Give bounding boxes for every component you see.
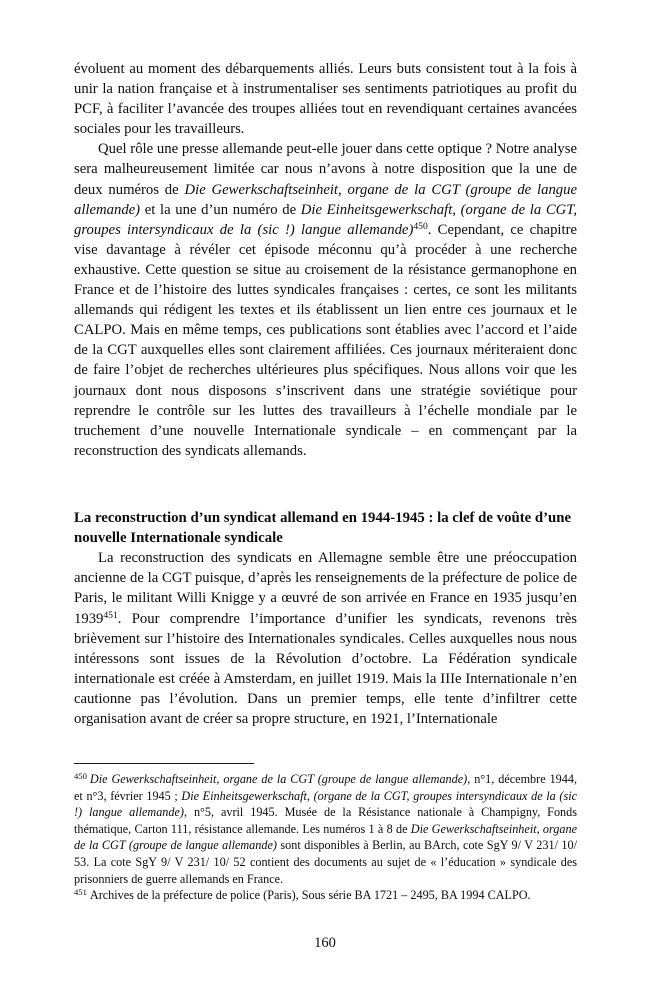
footnote-number: 450 [74, 770, 87, 781]
heading-spacer [74, 461, 577, 508]
footnote-entry: $^{450}$ Die Gewerkschaftseinheit, organe de la CGT (groupe de langue allemande), n°1, décembre 1944, et n°3, février 1945 ; Die Einheitsgewerkschaft, (organe de la CGT, groupes intersyndicaux de la (sic !) langue allemande), n°5, avril 1945. Musée de la Résistance nationale à Champigny, Fonds thématique, Carton 111, résistance allemande. Les numéros 1 à 8 de Die Gewerkschaftseinheit, organe de la CGT (groupe de langue allemande) sont disponibles à Berlin, au BArch, cote SgY 9/ V 231/ 10/ 53. La cote SgY 9/ V 231/ 10/ 52 contient des documents au sujet de « l’éducation » syndicale des prisonniers de guerre allemands en France. [74, 770, 577, 886]
page-number: 160 [314, 935, 336, 951]
section-heading: La reconstruction d’un syndicat allemand en 1944-1945 : la clef de voûte d’une nouvelle Internationale syndicale [74, 509, 572, 547]
footnote-area [74, 763, 577, 904]
main-text-column [74, 59, 577, 729]
footnote-entry: $^{451}$ Archives de la préfecture de police (Paris), Sous série BA 1721 – 2495, BA 1994 CALPO. [74, 886, 531, 903]
italic-title: Die Einheitsgewerkschaft, (organe de la CGT, groupes intersyndicaux de la (sic !) langue allemande) [74, 788, 577, 820]
italic-title: Die Einheitsgewerkschaft, (organe de la CGT, groupes intersyndicaux de la (sic !) langue allemande) [74, 201, 578, 238]
body-paragraph: La reconstruction des syndicats en Allemagne semble être une préoccupation ancienne de la CGT puisque, d’après les renseignements de la préfecture de police de Paris, le militant Willi Knigge y a œuvré de son arrivée en France en 1935 jusqu’en 1939$^{451}$. Pour comprendre l’importance d’unifier les syndicats, revenons très brièvement sur l’histoire des Internationales syndicales. Celles auxquelles nous nous intéressons sont issues de la Révolution d’octobre. La Fédération syndicale internationale est créée à Amsterdam, en juillet 1919. Mais la IIIe Internationale n’en cautionne pas l’évolution. Dans un premier temps, elle tente d’infiltrer cette organisation avant de créer sa propre structure, en 1921, l’Internationale [74, 550, 577, 728]
italic-title: Die Gewerkschaftseinheit, organe de la CGT (groupe de langue allemande) [74, 821, 577, 853]
footnote-separator-rule [74, 763, 254, 764]
body-paragraph: Quel rôle une presse allemande peut-elle jouer dans cette optique ? Notre analyse sera malheureusement limitée car nous n’avons à notre disposition que la une de deux numéros de Die Gewerkschaftseinheit, organe de la CGT (groupe de langue allemande) et la une d’un numéro de Die Einheitsgewerkschaft, (organe de la CGT, groupes intersyndicaux de la (sic !) langue allemande)$^{450}$. Cependant, ce chapitre vise davantage à révéler cet épisode méconnu qu’à procéder à une recherche exhaustive. Cette question se situe au croisement de la résistance germanophone en France et de l’histoire des luttes syndicales françaises : certes, ce sont les militants allemands qui rédigent les textes et ils établissent un lien entre ces journaux et le CALPO. Mais en même temps, ces publications sont établies avec l’accord et l’aide de la CGT auxquelles elles sont clairement affiliées. Ces journaux mériteraient donc de faire l’objet de recherches ultérieures plus spécifiques. Nous allons voir que les journaux dont nous disposons s’inscrivent dans une stratégie soviétique pour reprendre le contrôle sur les luttes des travailleurs à l’échelle mondiale par le truchement d’une nouvelle Internationale syndicale – en commençant par la reconstruction des syndicats allemands. [74, 141, 578, 459]
italic-title: Die Gewerkschaftseinheit, organe de la CGT (groupe de langue allemande) [89, 772, 468, 786]
body-paragraph: évoluent au moment des débarquements alliés. Leurs buts consistent tout à la fois à unir la nation française et à instrumentaliser ses sentiments patriotiques au profit du PCF, à faciliter l’avancée des troupes alliées tout en revendiquant certaines avancées sociales pour les travailleurs. [74, 61, 577, 138]
footnote-reference: 450 [413, 220, 428, 232]
italic-title: Die Gewerkschaftseinheit, organe de la CGT (groupe de langue allemande) [74, 181, 577, 218]
footnote-reference: 451 [103, 609, 118, 621]
footnote-number: 451 [74, 886, 87, 897]
